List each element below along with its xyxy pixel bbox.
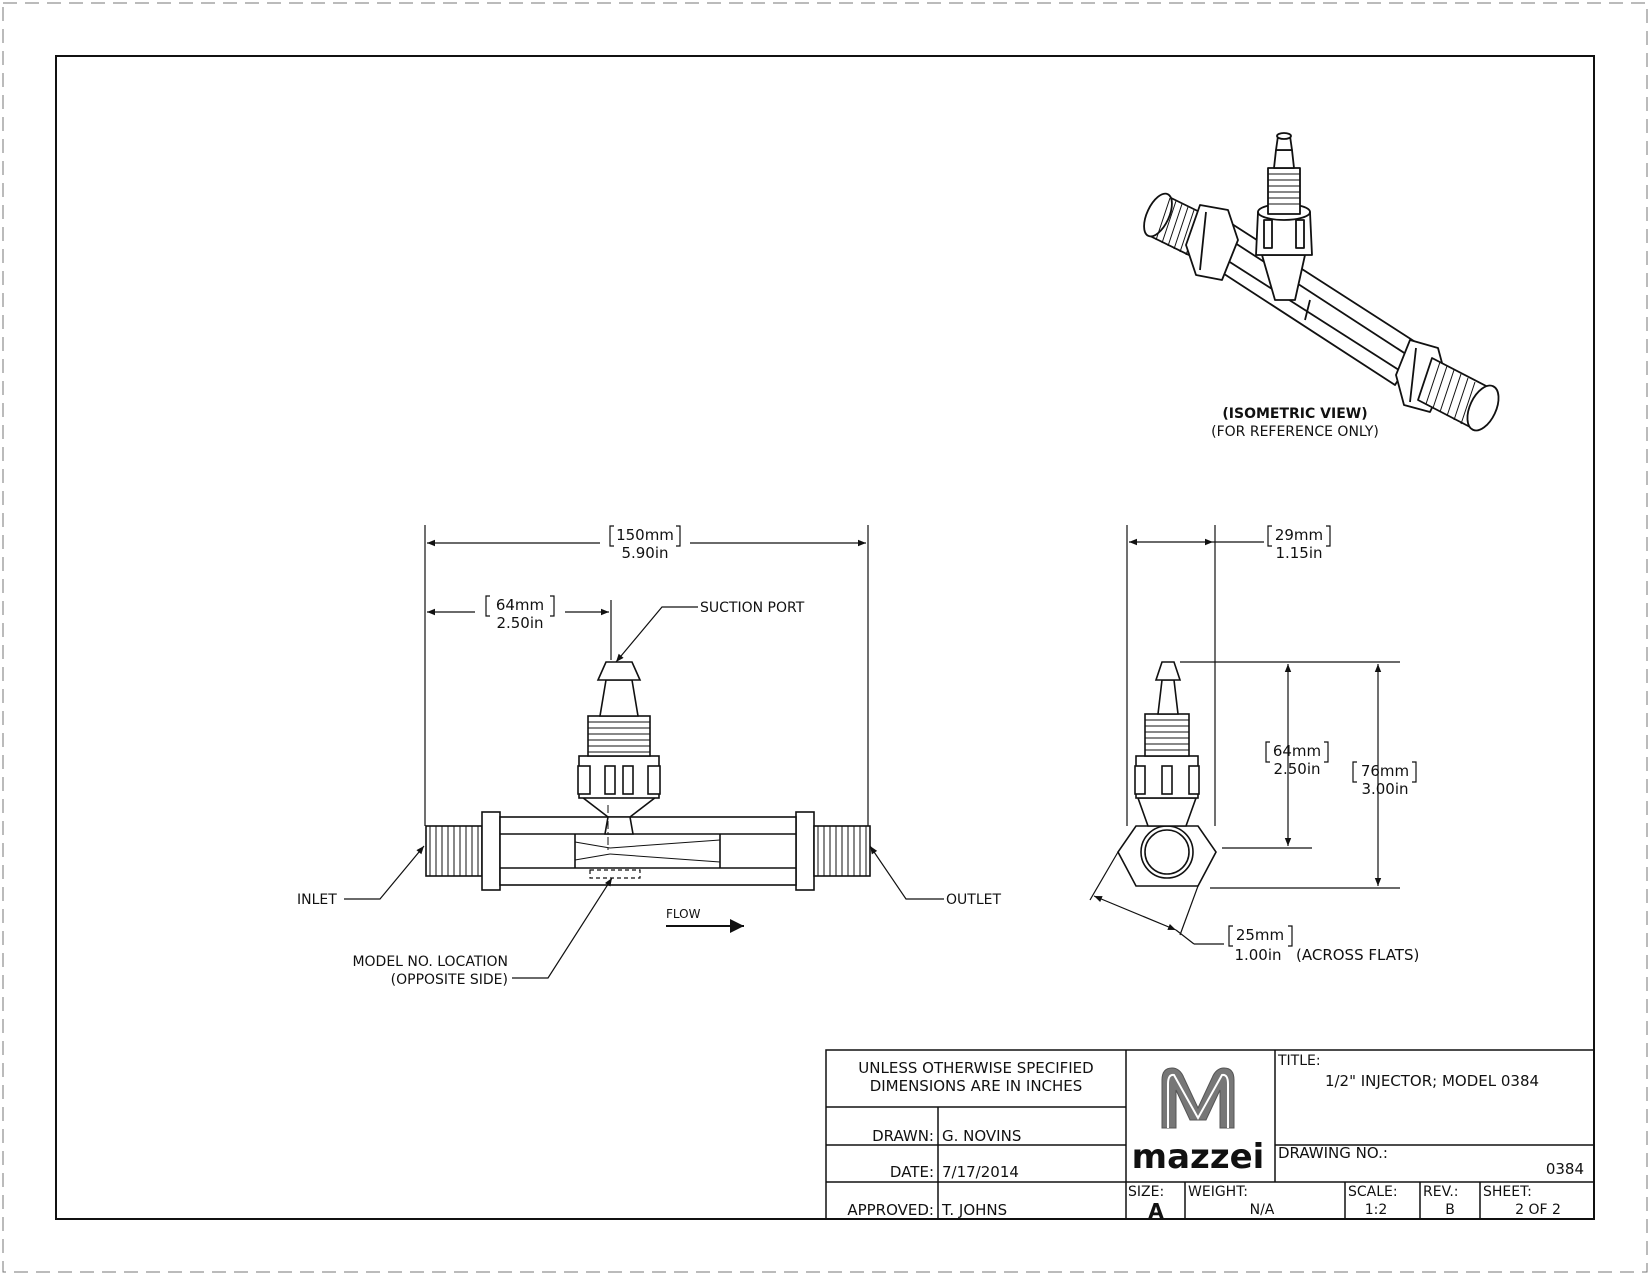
port-offset-in: 2.50in [496, 614, 544, 632]
opposite-side-label: (OPPOSITE SIDE) [390, 972, 508, 988]
across-flats-mm: 25mm [1235, 926, 1285, 944]
isometric-view [1138, 133, 1505, 435]
scale-label: SCALE: [1348, 1184, 1398, 1200]
across-flats-note: (ACROSS FLATS) [1296, 946, 1420, 964]
rev-label: REV.: [1423, 1184, 1459, 1200]
front-view-injector [426, 662, 870, 890]
across-flats-in: 1.00in [1234, 946, 1282, 964]
size-value: A [1148, 1199, 1164, 1223]
port-height-in: 2.50in [1273, 760, 1321, 778]
drawing-border [56, 56, 1594, 1219]
total-height-mm: 76mm [1360, 762, 1410, 780]
sheet-label: SHEET: [1483, 1184, 1532, 1200]
overall-length-mm: 150mm [616, 526, 674, 544]
title-label: TITLE: [1278, 1053, 1321, 1069]
port-offset-mm: 64mm [495, 596, 545, 614]
model-no-location-label: MODEL NO. LOCATION [352, 954, 508, 970]
side-dimension-brackets [1229, 526, 1416, 946]
isometric-caption: (ISOMETRIC VIEW) [1222, 406, 1368, 422]
logo-wordmark: mazzei [1131, 1137, 1265, 1177]
drawing-no-value: 0384 [1545, 1160, 1584, 1178]
drawn-label: DRAWN: [872, 1127, 934, 1145]
approved-value: T. JOHNS [942, 1201, 1008, 1219]
rev-value: B [1445, 1202, 1455, 1218]
isometric-subcaption: (FOR REFERENCE ONLY) [1211, 424, 1379, 440]
weight-label: WEIGHT: [1188, 1184, 1248, 1200]
drawn-value: G. NOVINS [942, 1127, 1022, 1145]
inlet-label: INLET [297, 892, 337, 908]
drawing-no-label: DRAWING NO.: [1278, 1144, 1388, 1162]
flow-label: FLOW [666, 907, 701, 921]
title-block-note-line2: DIMENSIONS ARE IN INCHES [869, 1077, 1083, 1095]
side-width-mm: 29mm [1274, 526, 1324, 544]
date-value: 7/17/2014 [942, 1163, 1019, 1181]
approved-label: APPROVED: [847, 1201, 934, 1219]
mazzei-logo-icon [1132, 1068, 1265, 1177]
sheet-value: 2 OF 2 [1515, 1202, 1561, 1218]
side-width-in: 1.15in [1275, 544, 1323, 562]
weight-value: N/A [1249, 1202, 1275, 1218]
port-height-mm: 64mm [1272, 742, 1322, 760]
outlet-label: OUTLET [946, 892, 1002, 908]
scale-value: 1:2 [1364, 1202, 1388, 1218]
suction-port-label: SUCTION PORT [700, 600, 805, 616]
size-label: SIZE: [1128, 1184, 1165, 1200]
side-view-injector [1118, 662, 1216, 886]
total-height-in: 3.00in [1361, 780, 1409, 798]
overall-length-in: 5.90in [621, 544, 669, 562]
date-label: DATE: [889, 1163, 934, 1181]
title-value: 1/2" INJECTOR; MODEL 0384 [1324, 1072, 1540, 1090]
title-block-note-line1: UNLESS OTHERWISE SPECIFIED [858, 1059, 1094, 1077]
